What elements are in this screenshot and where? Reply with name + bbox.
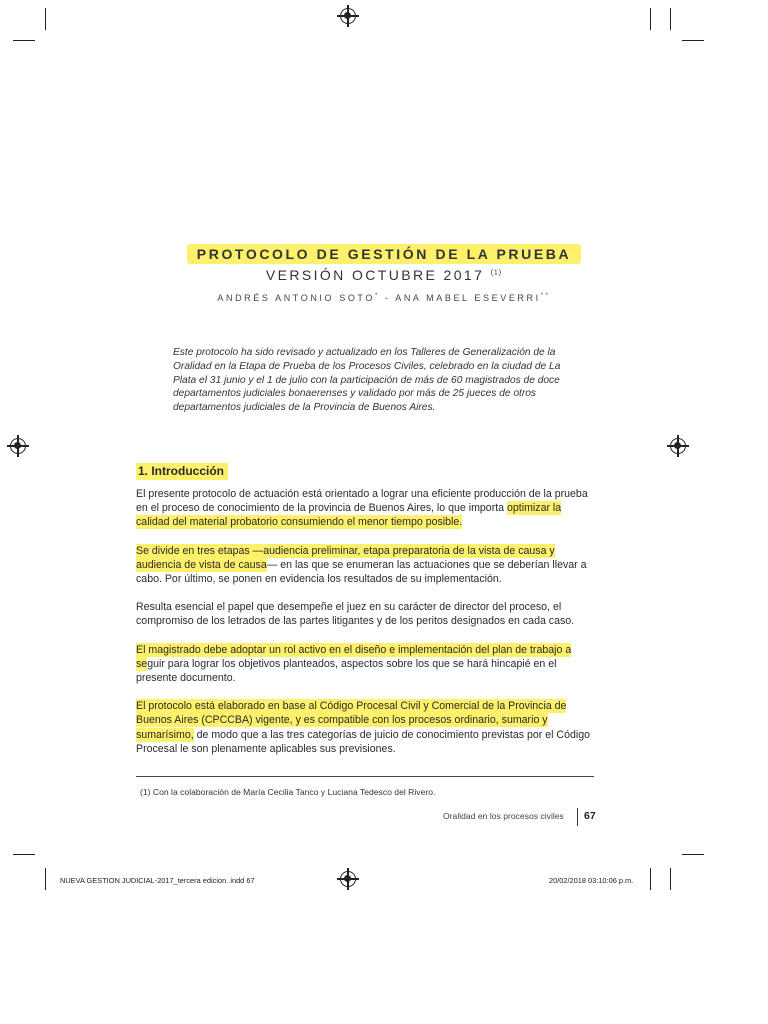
print-slug-timestamp: 20/02/2018 03:10:06 p.m. [549,876,634,885]
crop-mark [682,40,704,41]
paragraph: El protocolo está elaborado en base al Código Procesal Civil y Comercial de la Provincia de Buenos Aires (CPCCBA) vigente, y es compatible con los procesos ordinario, sumario y sumarísimo, de modo que a las tres categorías de juicio de conocimiento previstas por el Código Procesal le son plenamente aplicables sus previsiones. [136,700,591,755]
crop-mark [670,8,671,30]
registration-mark-icon [340,871,356,887]
version-text: VERSIÓN OCTUBRE 2017 [265,267,485,283]
author-separator: - [385,293,391,303]
paragraph: El magistrado debe adoptar un rol activo en el diseño e implementación del plan de trabajo a seguir para lograr los objetivos planteados, aspectos sobre los que se hará hincapié en el presente documento. [136,643,572,685]
footnote: (1) Con la colaboración de María Cecilia Tanco y Luciana Tedesco del Rivero. [140,787,436,797]
print-slug-file: NUEVA GESTION JUDICIAL-2017_tercera edicion .indd 67 [60,876,255,885]
paragraph: Resulta esencial el papel que desempeñe el juez en su carácter de director del proceso, el compromiso de los letrados de las partes litigantes y de los peritos designados en cada caso. [136,601,575,628]
paragraph: El presente protocolo de actuación está orientado a lograr una eficiente producción de la prueba en el proceso de conocimiento de la provincia de Buenos Aires, lo que importa optimizar la calidad del material probatorio consumiendo el menor tiempo posible. [136,488,588,529]
crop-mark [670,868,671,890]
page-number: 67 [584,810,596,822]
crop-mark [13,40,35,41]
document-title: PROTOCOLO DE GESTIÓN DE LA PRUEBA [0,246,768,262]
author-2-marker: ** [540,293,551,299]
author-2: ANA MABEL ESEVERRI [395,293,541,303]
author-1: ANDRÉS ANTONIO SOTO [217,293,375,303]
document-authors [0,293,768,303]
body-text [136,487,596,770]
highlighted-text: Se divide en tres etapas —audiencia preliminar, etapa preparatoria de la vista de causa y audiencia de vista de causa [136,544,555,571]
footer-divider [577,808,578,826]
highlighted-text: optimizar la calidad del material probatorio consumiendo el menor tiempo posible. [136,502,562,529]
crop-mark [650,868,651,890]
registration-mark-icon [340,8,356,24]
version-footnote-marker: (1) [490,269,503,277]
abstract: Este protocolo ha sido revisado y actualizado en los Talleres de Generalización de la Oralidad en la Etapa de Prueba de los Procesos Civiles, celebrado en la ciudad de La Plata el 31 junio y el 1 de julio con la participación de más de 60 magistrados de doce departamentos judiciales bonaerenses y validado por más de 25 jueces de otros departamentos judiciales de la Provincia de Buenos Aires. [173,347,561,414]
crop-mark [682,854,704,855]
running-footer: Oralidad en los procesos civiles [443,811,564,821]
crop-mark [650,8,651,30]
footnote-divider [136,776,594,777]
paragraph: Se divide en tres etapas —audiencia preliminar, etapa preparatoria de la vista de causa y audiencia de vista de causa— en las que se enumeran las actuaciones que se deberían llevar a cabo. Por último, se ponen en evidencia los resultados de su implementación. [136,544,587,586]
author-1-marker: * [374,293,380,299]
crop-mark [45,868,46,890]
crop-mark [45,8,46,30]
highlighted-text: El magistrado debe adoptar un rol activo en el diseño e implementación del plan de trabajo a se [136,643,572,670]
registration-mark-icon [10,438,26,454]
registration-mark-icon [670,438,686,454]
highlighted-text: El protocolo está elaborado en base al Código Procesal Civil y Comercial de la Provincia de Buenos Aires (CPCCBA) vigente, y es compatible con los procesos ordinario, sumario y sumarísimo, [136,700,567,741]
crop-mark [13,854,35,855]
document-version [0,267,768,283]
section-heading: 1. Introducción [136,464,228,478]
